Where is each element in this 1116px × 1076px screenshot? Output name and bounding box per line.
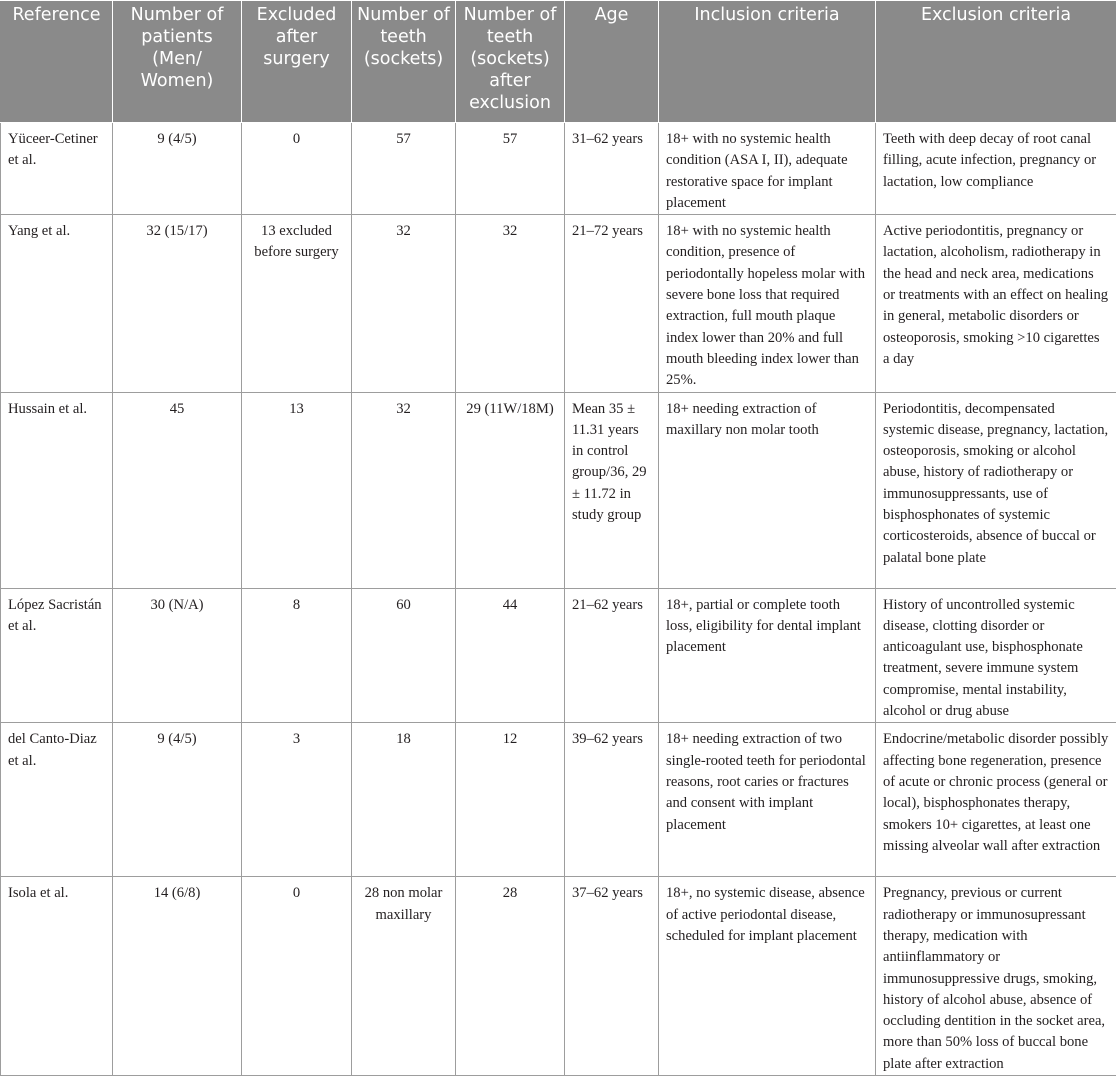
header-excluded-after-surgery: Excluded after surgery (242, 1, 352, 123)
cell-inclusion: 18+ with no systemic health condition (ASA I, II), adequate restorative space for implant placement (659, 123, 876, 215)
cell-excluded: 13 excluded before surgery (242, 215, 352, 392)
cell-teeth: 32 (352, 215, 456, 392)
table-row (1, 588, 1116, 723)
cell-age: 21–72 years (565, 215, 659, 392)
cell-reference: Hussain et al. (1, 392, 113, 588)
cell-age: 37–62 years (565, 877, 659, 1076)
header-exclusion-criteria: Exclusion criteria (876, 1, 1116, 123)
cell-inclusion: 18+ needing extraction of two single-rooted teeth for periodontal reasons, root caries or fractures and consent with implant placement (659, 723, 876, 877)
cell-exclusion: History of uncontrolled systemic disease, clotting disorder or anticoagulant use, bisphosphonate treatment, severe immune system compromise, mental instability, alcohol or drug abuse (876, 588, 1116, 723)
cell-patients: 45 (113, 392, 242, 588)
cell-excluded: 0 (242, 123, 352, 215)
cell-reference: Isola et al. (1, 877, 113, 1076)
cell-teeth-after: 12 (456, 723, 565, 877)
cell-excluded: 13 (242, 392, 352, 588)
header-number-of-teeth: Number of teeth (sockets) (352, 1, 456, 123)
cell-excluded: 3 (242, 723, 352, 877)
cell-patients: 9 (4/5) (113, 723, 242, 877)
cell-reference: López Sacristán et al. (1, 588, 113, 723)
cell-exclusion: Endocrine/metabolic disorder possibly affecting bone regeneration, presence of acute or chronic process (general or local), bisphosphonates therapy, smokers 10+ cigarettes, at least one missing alveolar wall after extraction (876, 723, 1116, 877)
cell-teeth: 32 (352, 392, 456, 588)
header-reference: Reference (1, 1, 113, 123)
cell-exclusion: Teeth with deep decay of root canal filling, acute infection, pregnancy or lactation, low compliance (876, 123, 1116, 215)
cell-inclusion: 18+ with no systemic health condition, presence of periodontally hopeless molar with severe bone loss that required extraction, full mouth plaque index lower than 20% and full mouth bleeding index lower than 25%. (659, 215, 876, 392)
cell-age: 31–62 years (565, 123, 659, 215)
header-row (1, 1, 1116, 123)
cell-patients: 30 (N/A) (113, 588, 242, 723)
cell-excluded: 8 (242, 588, 352, 723)
table-row (1, 392, 1116, 588)
cell-teeth-after: 32 (456, 215, 565, 392)
table-row (1, 123, 1116, 215)
cell-patients: 14 (6/8) (113, 877, 242, 1076)
cell-inclusion: 18+, no systemic disease, absence of active periodontal disease, scheduled for implant placement (659, 877, 876, 1076)
table-row (1, 215, 1116, 392)
cell-teeth-after: 29 (11W/18M) (456, 392, 565, 588)
cell-patients: 9 (4/5) (113, 123, 242, 215)
cell-reference: Yüceer-Cetiner et al. (1, 123, 113, 215)
cell-teeth: 60 (352, 588, 456, 723)
cell-inclusion: 18+, partial or complete tooth loss, eligibility for dental implant placement (659, 588, 876, 723)
cell-teeth-after: 28 (456, 877, 565, 1076)
cell-patients: 32 (15/17) (113, 215, 242, 392)
cell-teeth: 28 non molar maxillary (352, 877, 456, 1076)
cell-age: Mean 35 ± 11.31 years in control group/36, 29 ± 11.72 in study group (565, 392, 659, 588)
header-number-of-patients: Number of patients (Men/ Women) (113, 1, 242, 123)
header-inclusion-criteria: Inclusion criteria (659, 1, 876, 123)
cell-exclusion: Pregnancy, previous or current radiotherapy or immunosupressant therapy, medication with antiinflammatory or immunosuppressive drugs, smoking, history of alcohol abuse, absence of occluding dentition in the socket area, more than 50% loss of buccal bone plate after extraction (876, 877, 1116, 1076)
cell-teeth-after: 44 (456, 588, 565, 723)
cell-age: 21–62 years (565, 588, 659, 723)
cell-exclusion: Periodontitis, decompensated systemic disease, pregnancy, lactation, osteoporosis, smoking or alcohol abuse, history of radiotherapy or immunosuppressants, use of bisphosphonates of systemic corticosteroids, absence of buccal or palatal bone plate (876, 392, 1116, 588)
cell-inclusion: 18+ needing extraction of maxillary non molar tooth (659, 392, 876, 588)
table-row (1, 723, 1116, 877)
cell-reference: Yang et al. (1, 215, 113, 392)
cell-reference: del Canto-Diaz et al. (1, 723, 113, 877)
table-row (1, 877, 1116, 1076)
cell-excluded: 0 (242, 877, 352, 1076)
header-teeth-after-exclusion: Number of teeth (sockets) after exclusion (456, 1, 565, 123)
cell-teeth-after: 57 (456, 123, 565, 215)
cell-teeth: 18 (352, 723, 456, 877)
cell-age: 39–62 years (565, 723, 659, 877)
header-age: Age (565, 1, 659, 123)
cell-exclusion: Active periodontitis, pregnancy or lactation, alcoholism, radiotherapy in the head and neck area, medications or treatments with an effect on healing in general, metabolic disorders or osteoporosis, smoking >10 cigarettes a day (876, 215, 1116, 392)
cell-teeth: 57 (352, 123, 456, 215)
